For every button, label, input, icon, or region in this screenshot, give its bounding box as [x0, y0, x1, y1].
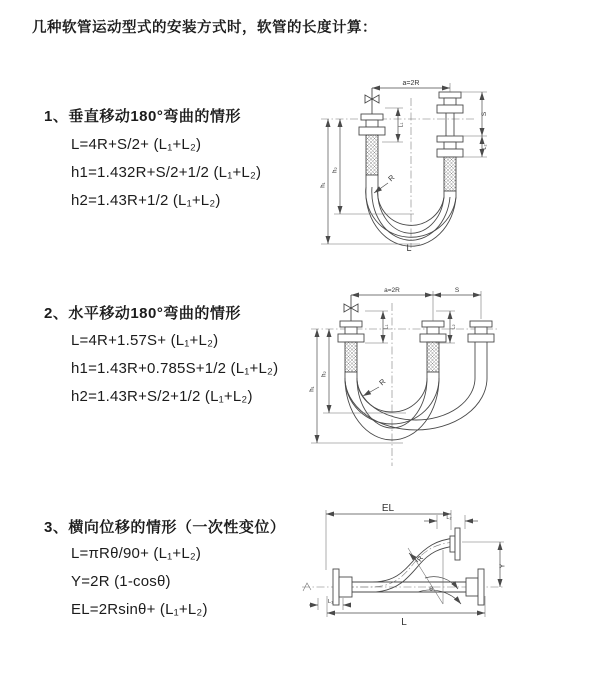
radius-label: R [386, 172, 397, 184]
dim-label-s: S [481, 111, 488, 117]
formula-line: L=4R+1.57S+ (L₁+L₂) [71, 332, 219, 349]
dim-label-h1: h₁ [320, 182, 327, 188]
braid-section [345, 342, 357, 372]
dim-label-a2r: a=2R [402, 80, 420, 87]
top-right-flange [450, 528, 460, 560]
diagram-vertical-180-bend [308, 72, 538, 252]
right-fitting [468, 321, 494, 342]
dim-label-s: S [454, 287, 460, 294]
formula-line: Y=2R (1-cosθ) [71, 573, 171, 590]
valve-icon [365, 88, 379, 114]
left-fitting [359, 114, 385, 175]
left-fitting [333, 569, 352, 605]
section-2-heading: 2、水平移动180°弯曲的情形 [44, 305, 241, 322]
formula-line: h2=1.43R+S/2+1/2 (L₁+L₂) [71, 388, 253, 405]
right-fitting [466, 569, 484, 605]
braid-section [444, 157, 456, 191]
radius-label: R [416, 555, 426, 564]
dim-label-h2: h₂ [321, 371, 328, 377]
middle-fitting [420, 321, 446, 372]
dim-label-h2: h₂ [332, 167, 339, 173]
right-fitting [437, 92, 463, 191]
dim-label-l2: L₂ [450, 324, 457, 330]
centerlines [311, 303, 499, 466]
diagram-horizontal-180-bend [303, 283, 523, 473]
hose-curves [345, 342, 487, 440]
length-label: L [406, 243, 412, 252]
formula-line: L=4R+S/2+ (L₁+L₂) [71, 136, 202, 153]
y-label: Y [499, 563, 507, 569]
section-1-heading: 1、垂直移动180°弯曲的情形 [44, 108, 241, 125]
dim-label-l2: L₂ [482, 144, 488, 150]
dim-label-l1: L₁ [398, 122, 405, 128]
formula-line: L=πRθ/90+ (L₁+L₂) [71, 545, 202, 562]
formula-line: h2=1.43R+1/2 (L₁+L₂) [71, 192, 221, 209]
braid-section [366, 135, 378, 175]
formula-line: EL=2Rsinθ+ (L₁+L₂) [71, 601, 208, 618]
el-label: EL [381, 503, 395, 514]
theta-label: θ [429, 586, 433, 593]
dim-label-l2: L₂ [446, 515, 452, 521]
radius-label: R [377, 376, 388, 388]
dim-label-h1: h₁ [309, 386, 316, 392]
angle-construction [408, 548, 461, 604]
dim-label-l1: L₁ [383, 324, 390, 330]
braid-section [427, 342, 439, 372]
dimension-lines [309, 503, 507, 628]
valve-icon [344, 295, 358, 321]
dimension-lines [310, 287, 482, 443]
section-3-heading: 3、横向位移的情形（一次性变位） [44, 519, 286, 536]
left-fitting [338, 321, 364, 372]
hose-curves [346, 538, 466, 592]
formula-line: h1=1.432R+S/2+1/2 (L₁+L₂) [71, 164, 262, 181]
page-title: 几种软管运动型式的安装方式时，软管的长度计算： [32, 20, 377, 36]
diagram-lateral-displacement [300, 498, 515, 648]
formula-line: h1=1.43R+0.785S+1/2 (L₁+L₂) [71, 360, 279, 377]
length-label: L [401, 617, 407, 628]
dim-label-a2r: a=2R [384, 287, 400, 294]
dim-label-l1: L₁ [328, 599, 333, 605]
